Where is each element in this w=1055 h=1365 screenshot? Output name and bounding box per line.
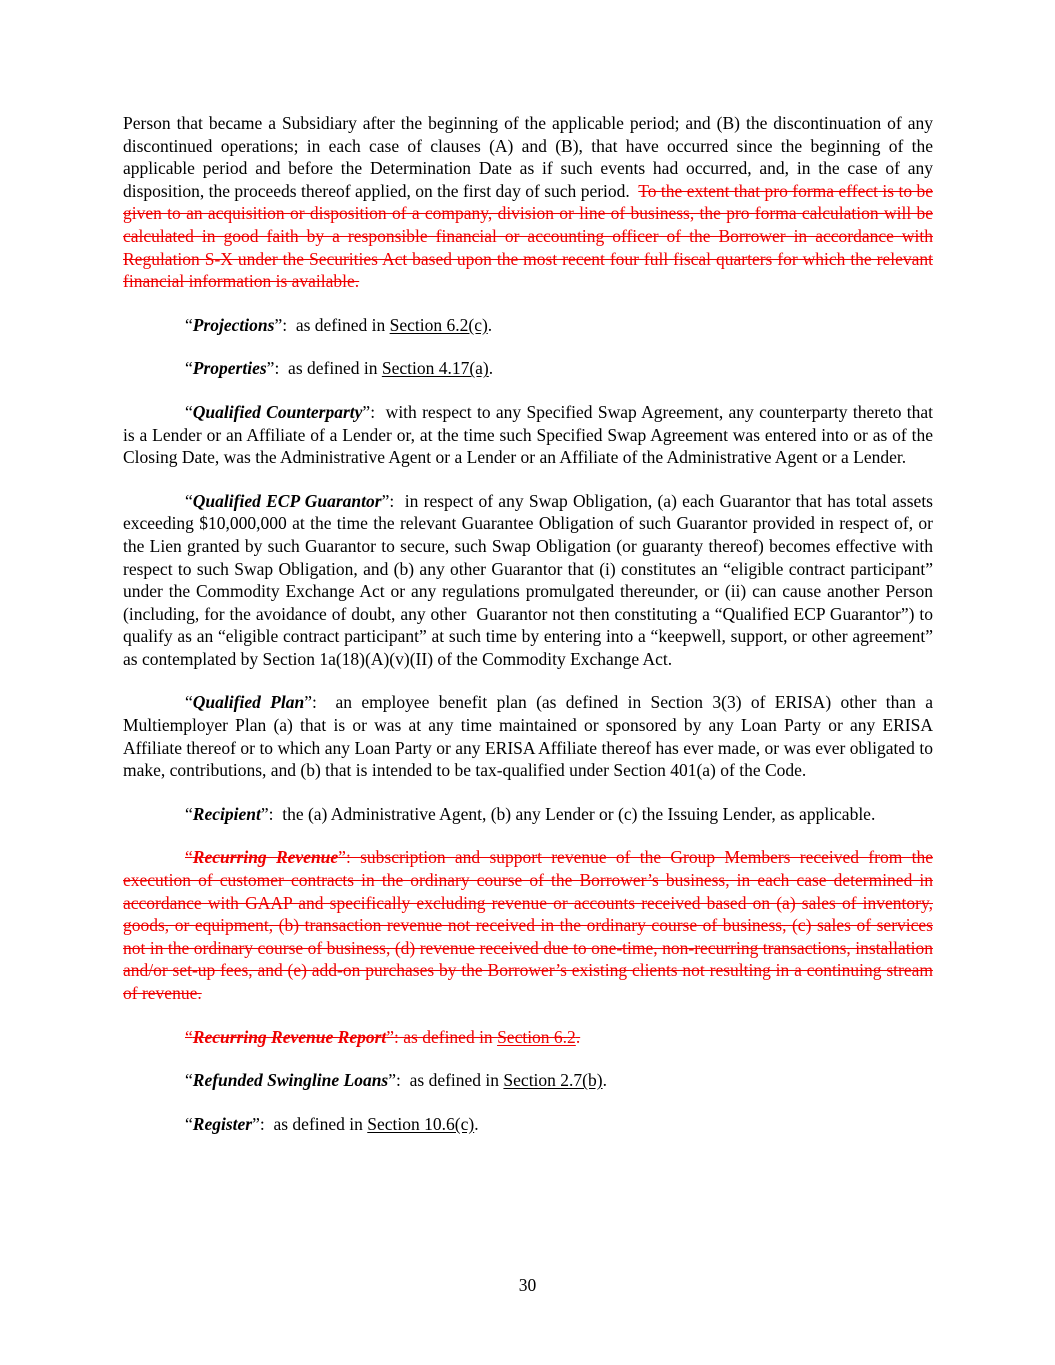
- text-run: ”: as defined in: [252, 1113, 368, 1134]
- definition-qualified-counterparty: [123, 401, 933, 469]
- text-run: Recipient: [192, 803, 261, 824]
- text-run: “: [185, 692, 193, 713]
- text-run: “: [185, 1026, 193, 1047]
- text-run: ”: as defined in: [266, 358, 382, 379]
- text-run: Recurring Revenue: [192, 847, 339, 868]
- definition-properties: [123, 357, 933, 380]
- text-run: Properties: [192, 358, 267, 379]
- section-reference: Section 2.7(b): [503, 1070, 603, 1091]
- text-run: .: [488, 358, 494, 379]
- text-run: Recurring Revenue Report: [192, 1026, 387, 1047]
- text-run: “: [185, 358, 193, 379]
- text-run: .: [474, 1113, 479, 1134]
- text-run: Qualified ECP Guarantor: [192, 490, 382, 511]
- text-run: “: [185, 1070, 193, 1091]
- text-run: ”: as defined in: [386, 1026, 498, 1047]
- text-run: ”: an employee benefit plan (as defined in Section 3(3) of ERISA) other than a Multiemployer Plan (a) that is or was at any time maintained or sponsored by any Loan Party or any ERISA Affiliate thereof or to which any Loan Party or any ERISA Affiliate thereof has ever made, or was ever obligated to make, contributions, and (b) that is intended to be tax-qualified under Section 401(a) of the Code.: [123, 692, 933, 781]
- text-run: ”: the (a) Administrative Agent, (b) any Lender or (c) the Issuing Lender, as applicable.: [260, 803, 876, 824]
- text-run: “: [185, 401, 193, 422]
- text-run: ”: subscription and support revenue of the Group Members received from the execution of customer contracts in the ordinary course of the Borrower’s business, in each case determined in accordance with GAAP and specifically excluding revenue or accounts received based on (a) sales of inventory, goods, or equipment, (b) transaction revenue not received in the ordinary course of business, (c) sales of services not in the ordinary course of business, (d) revenue received due to one-time, non-recurring transactions, installation and/or set-up fees, and (e) add-on purchases by the Borrower’s existing clients not resulting in a continuing stream of revenue.: [123, 847, 933, 1003]
- text-run: ”: with respect to any Specified Swap Agreement, any counterparty thereto that is a Lender or an Affiliate of a Lender or, at the time such Specified Swap Agreement was entered into or as of the Closing Date, was the Administrative Agent or a Lender or an Affiliate of the Administrative Agent or a Lender.: [123, 401, 933, 468]
- definition-recipient: [123, 803, 933, 826]
- text-run: Qualified Plan: [192, 692, 305, 713]
- text-run: .: [602, 1070, 607, 1091]
- text-run: Refunded Swingline Loans: [192, 1070, 389, 1091]
- para-pro-forma-continuation: [123, 112, 933, 293]
- text-run: “: [185, 803, 193, 824]
- text-run: .: [575, 1026, 581, 1047]
- definition-recurring-revenue-struck: [123, 846, 933, 1004]
- definition-refunded-swingline-loans: [123, 1069, 933, 1092]
- definition-register: [123, 1113, 933, 1136]
- definition-projections: [123, 314, 933, 337]
- text-run: ”: as defined in: [388, 1070, 504, 1091]
- text-run: Register: [192, 1113, 253, 1134]
- section-reference: Section 10.6(c): [367, 1113, 475, 1134]
- text-run: To the extent that pro forma effect is to be given to an acquisition or disposition of a company, division or line of business, the pro forma calculation will be calculated in good faith by a responsible financial or accounting officer of the Borrower in accordance with Regulation S-X under the Securities Act based upon the most recent four full fiscal quarters for which the relevant financial information is available.: [123, 180, 933, 292]
- text-run: “: [185, 314, 193, 335]
- definition-qualified-ecp-guarantor: [123, 490, 933, 671]
- text-run: ”: as defined in: [274, 314, 390, 335]
- text-run: Projections: [192, 314, 275, 335]
- text-run: “: [185, 847, 193, 868]
- section-reference: Section 4.17(a): [381, 358, 489, 379]
- page-number: 30: [518, 1275, 537, 1295]
- document-body: [123, 112, 933, 1156]
- text-run: “: [185, 1113, 193, 1134]
- text-run: .: [487, 314, 493, 335]
- section-reference: Section 6.2: [497, 1026, 576, 1047]
- text-run: Person that became a Subsidiary after the beginning of the applicable period; and (B) the discontinuation of any discontinued operations; in each case of clauses (A) and (B), that have occurred since the beginning of the applicable period and before the Determination Date as if such events had occurred, and, in the case of any disposition, the proceeds thereof applied, on the first day of such period.: [123, 113, 933, 201]
- text-run: Qualified Counterparty: [192, 401, 363, 422]
- section-reference: Section 6.2(c): [389, 314, 488, 335]
- definition-recurring-revenue-report-struck: [123, 1026, 933, 1049]
- definition-qualified-plan: [123, 691, 933, 781]
- text-run: ”: in respect of any Swap Obligation, (a) each Guarantor that has total assets exceeding $10,000,000 at the time the relevant Guarantee Obligation of such Guarantor provided in respect of, or the Lien granted by such Guarantor to secure, such Swap Obligation (or guaranty thereof) becomes effective with respect to such Swap Obligation, and (b) any other Guarantor that (i) constitutes an “eligible contract participant” under the Commodity Exchange Act or any regulations promulgated thereunder, or (ii) can cause another Person (including, for the avoidance of doubt, any other Guarantor not then constituting a “Qualified ECP Guarantor”) to qualify as an “eligible contract participant” at such time by entering into a “keepwell, support, or other agreement” as contemplated by Section 1a(18)(A)(v)(II) of the Commodity Exchange Act.: [123, 490, 933, 669]
- text-run: “: [185, 490, 193, 511]
